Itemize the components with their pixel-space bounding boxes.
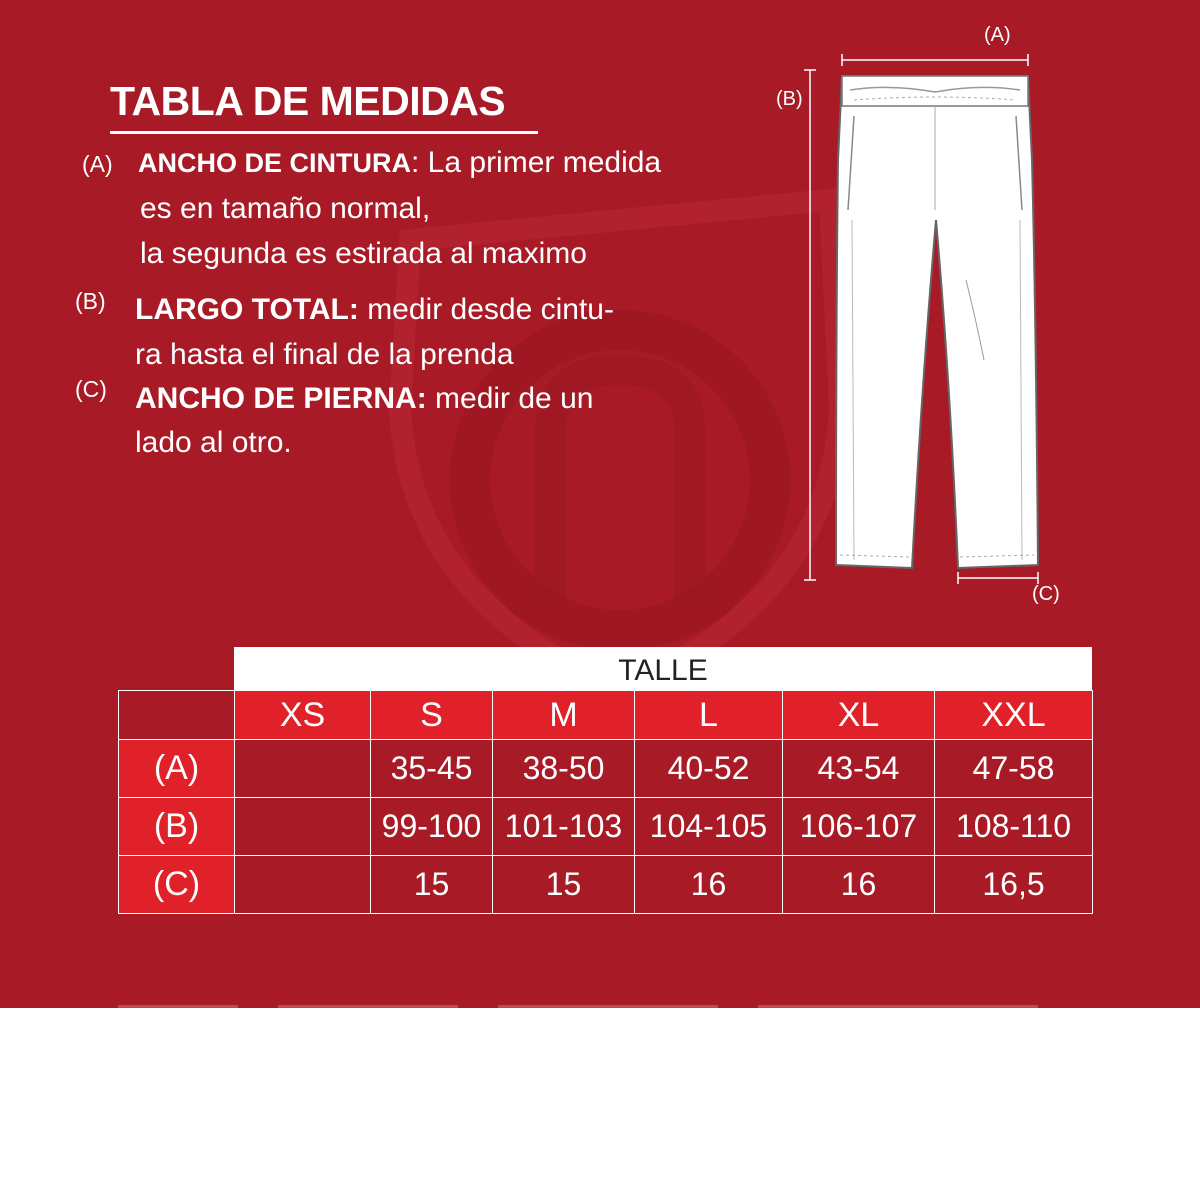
size-xs-header: XS	[235, 691, 371, 740]
cell-c-xl: 16	[783, 856, 935, 914]
cell-a-xs	[235, 740, 371, 798]
definition-c-line-1	[135, 382, 593, 416]
definition-a-text-1: La primer medida	[419, 146, 662, 179]
definition-a-term: ANCHO DE CINTURA	[138, 148, 411, 178]
table-corner-cell	[119, 691, 235, 740]
definition-a-marker: (A)	[82, 151, 113, 177]
size-header-row	[119, 691, 1093, 740]
size-xl-header: XL	[783, 691, 935, 740]
cell-c-m: 15	[493, 856, 635, 914]
definition-b-line-1	[135, 293, 614, 327]
cell-b-xs	[235, 798, 371, 856]
table-row-b	[119, 798, 1093, 856]
definition-c-term: ANCHO DE PIERNA:	[135, 382, 427, 415]
definition-c-marker: (C)	[75, 376, 107, 402]
talle-header: TALLE	[234, 647, 1092, 690]
cell-c-l: 16	[635, 856, 783, 914]
row-label-b: (B)	[119, 798, 235, 856]
size-table-container	[118, 647, 1092, 917]
size-xxl-header: XXL	[935, 691, 1093, 740]
size-s-header: S	[371, 691, 493, 740]
definition-b-text-1: medir desde cintu-	[358, 293, 614, 326]
cell-a-s: 35-45	[371, 740, 493, 798]
size-table	[118, 690, 1093, 914]
table-row-c	[119, 856, 1093, 914]
definition-b-marker: (B)	[75, 288, 106, 314]
definition-a-line-1	[138, 146, 661, 180]
diagram-label-b: (B)	[776, 88, 803, 110]
cell-c-s: 15	[371, 856, 493, 914]
definition-c-text-2: lado al otro.	[135, 426, 292, 459]
definition-b-term: LARGO TOTAL:	[135, 293, 359, 326]
table-row-a	[119, 740, 1093, 798]
cell-c-xs	[235, 856, 371, 914]
cell-a-l: 40-52	[635, 740, 783, 798]
cell-a-xxl: 47-58	[935, 740, 1093, 798]
pants-diagram	[770, 20, 1100, 610]
definition-a-sep: :	[411, 146, 420, 179]
definition-a-text-3: la segunda es estirada al maximo	[140, 237, 587, 270]
cell-a-m: 38-50	[493, 740, 635, 798]
definition-b-text-2: ra hasta el final de la prenda	[135, 338, 514, 371]
cell-b-m: 101-103	[493, 798, 635, 856]
cell-a-xl: 43-54	[783, 740, 935, 798]
row-label-a: (A)	[119, 740, 235, 798]
cell-b-l: 104-105	[635, 798, 783, 856]
definition-c-text-1: medir de un	[426, 382, 594, 415]
size-m-header: M	[493, 691, 635, 740]
cell-b-xxl: 108-110	[935, 798, 1093, 856]
definition-a-text-2: es en tamaño normal,	[140, 192, 431, 225]
cell-c-xxl: 16,5	[935, 856, 1093, 914]
diagram-label-c: (C)	[1032, 583, 1060, 605]
pants-illustration	[770, 20, 1100, 610]
diagram-label-a: (A)	[984, 24, 1011, 46]
size-l-header: L	[635, 691, 783, 740]
cropped-footnote-remnant	[118, 1003, 1058, 1008]
page-title: TABLA DE MEDIDAS	[110, 78, 538, 134]
cell-b-s: 99-100	[371, 798, 493, 856]
cell-b-xl: 106-107	[783, 798, 935, 856]
row-label-c: (C)	[119, 856, 235, 914]
